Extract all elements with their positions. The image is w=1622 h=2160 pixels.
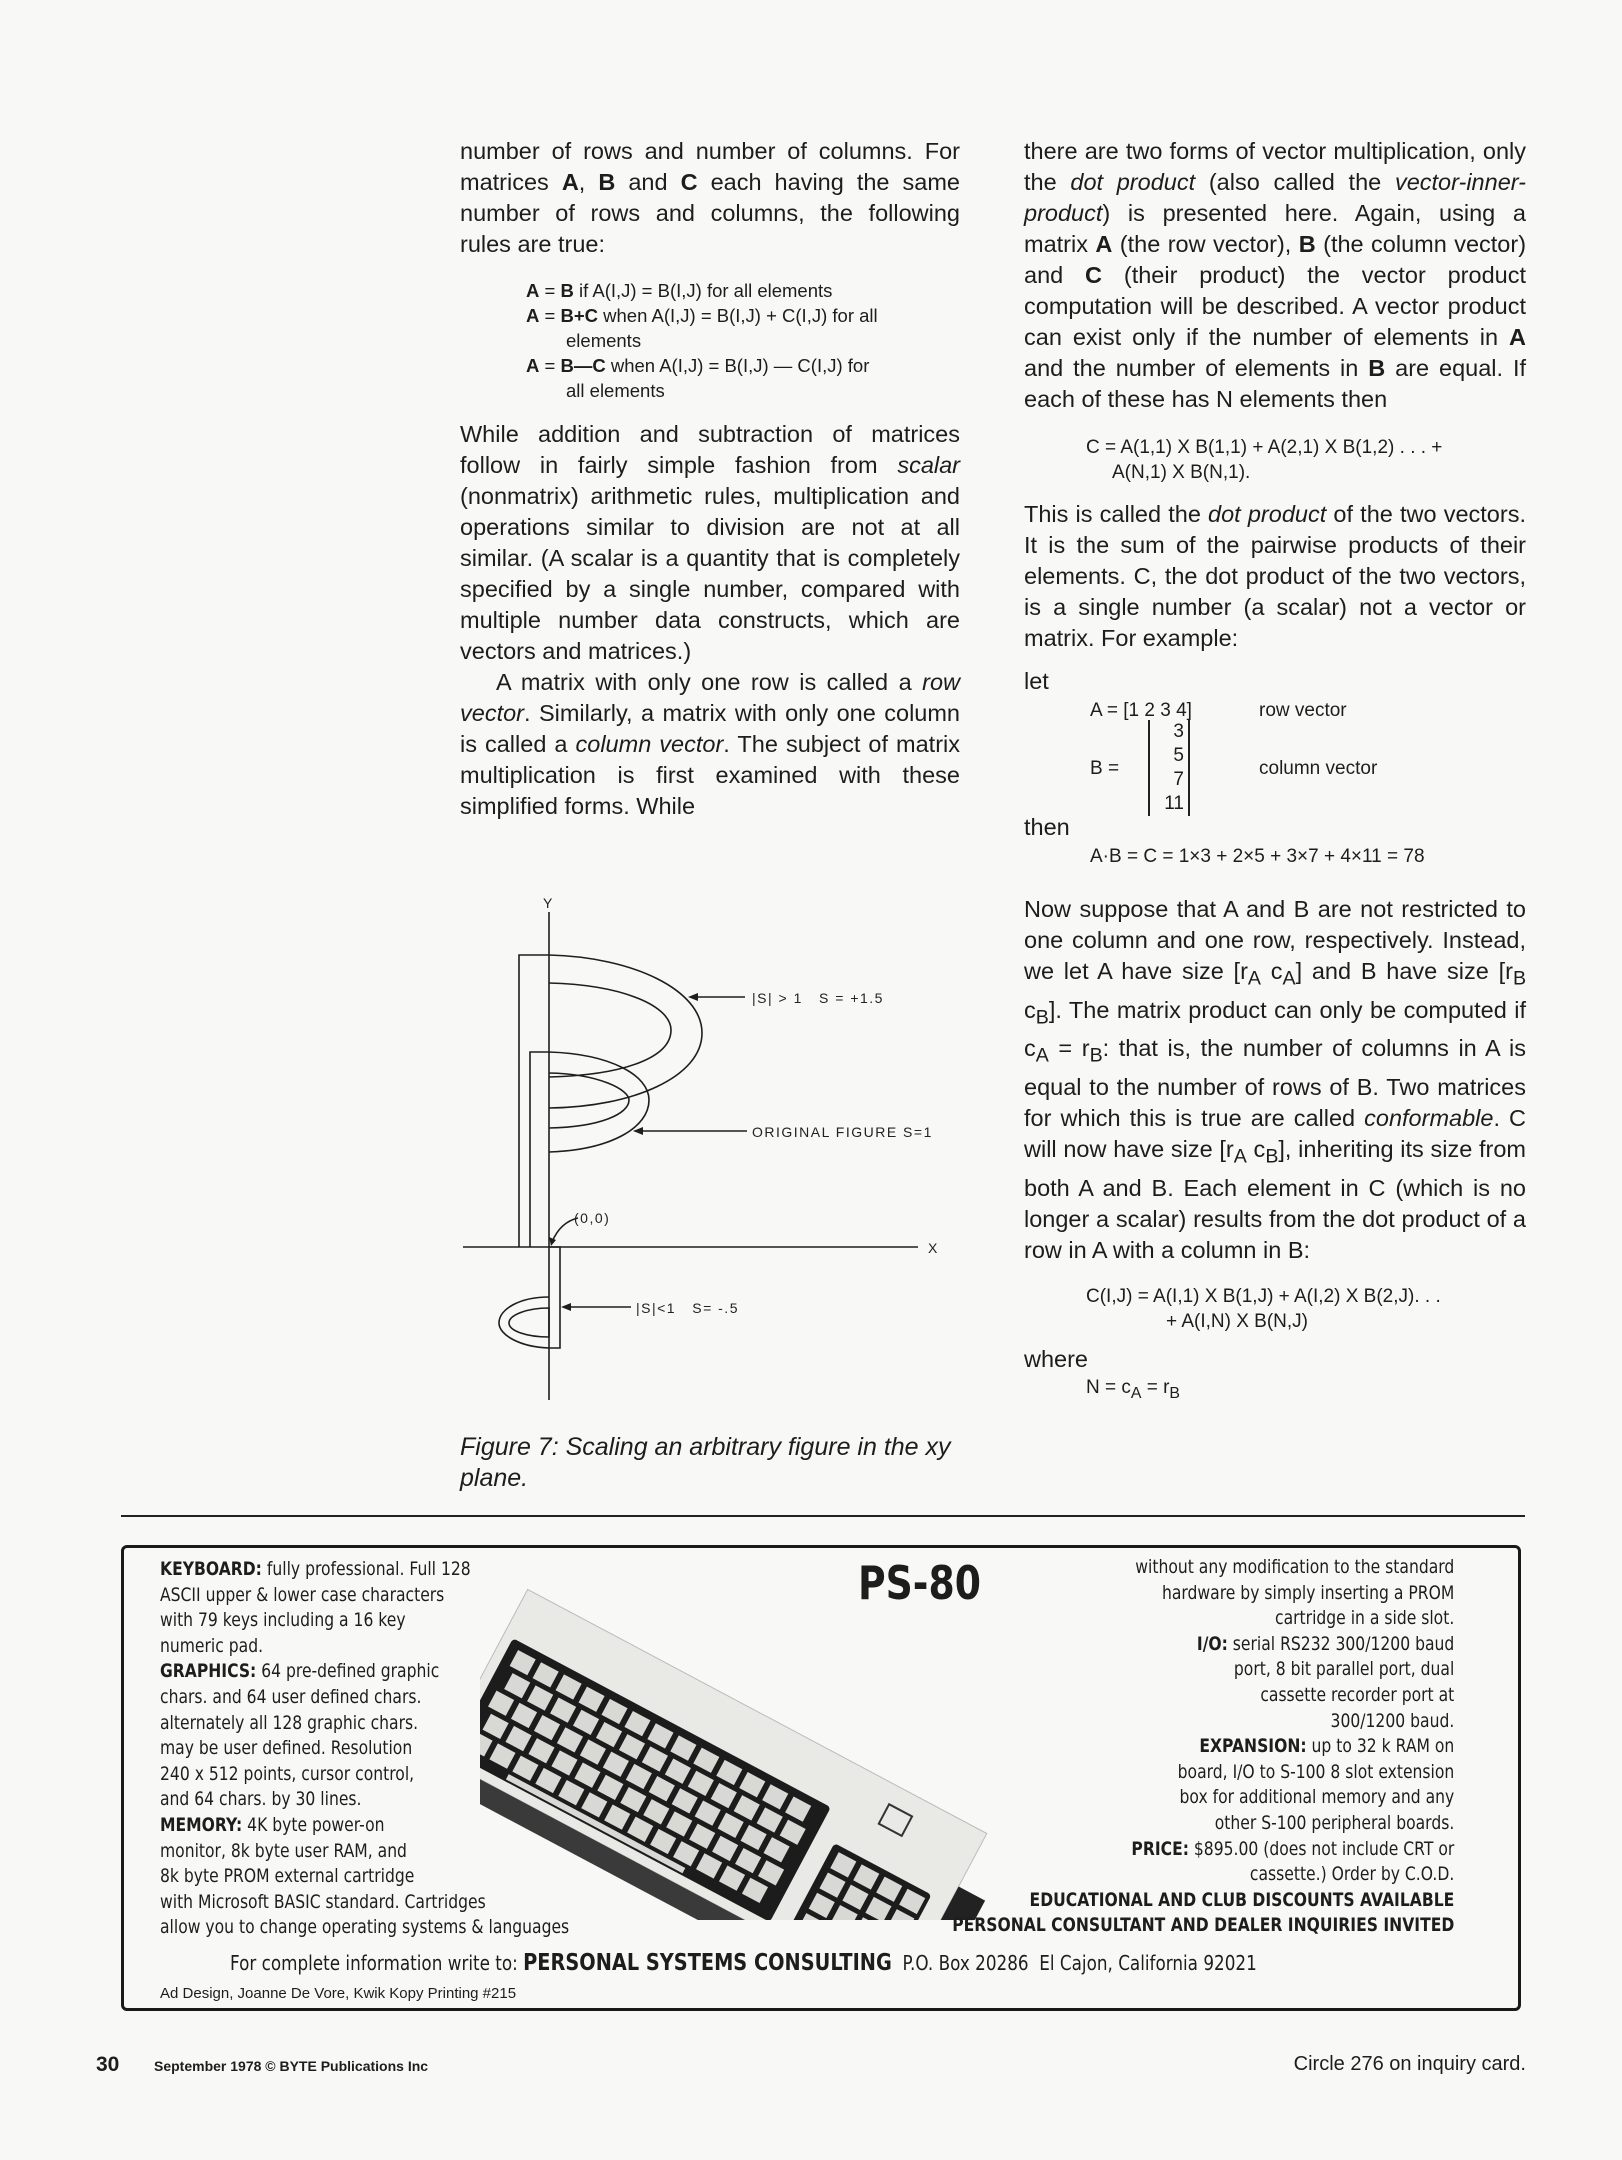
spec-heading: PERSONAL CONSULTANT AND DEALER INQUIRIES INVITED xyxy=(951,1914,1454,1937)
ad-line xyxy=(160,1890,569,1916)
spec-text: allow you to change operating systems & languages xyxy=(160,1916,570,1939)
text: ) is presented here. Again, using a matrix xyxy=(1024,200,1526,257)
spec-text: chars. and 64 user defined chars. xyxy=(160,1685,422,1708)
text: ]. The matrix product can only be computed if c xyxy=(1024,996,1526,1062)
ad-line xyxy=(160,1685,569,1711)
spec-heading: I/O: xyxy=(1196,1632,1228,1655)
text: where xyxy=(1024,1345,1089,1372)
spec-text: 8k byte PROM external cartridge xyxy=(160,1865,415,1888)
text: B xyxy=(1265,1145,1279,1168)
ad-line xyxy=(952,1913,1454,1939)
scaling-figure xyxy=(440,880,980,1420)
equation xyxy=(1086,435,1526,485)
large-figure-label: |S| > 1 S = +1.5 xyxy=(752,990,884,1006)
text: B xyxy=(1368,355,1386,381)
text: A matrix with only one row is called a xyxy=(496,669,923,695)
text: column vector xyxy=(1259,758,1378,779)
text: This is called the xyxy=(1024,501,1209,527)
text: B+C xyxy=(560,305,598,326)
text: B = xyxy=(1090,758,1120,779)
text: B xyxy=(1035,1006,1049,1029)
ad-line xyxy=(160,1736,569,1762)
arrowhead-icon xyxy=(561,1303,571,1311)
spec-text: fully professional. Full 128 xyxy=(261,1558,471,1580)
text: B xyxy=(1169,1384,1180,1402)
spec-text: box for additional memory and any xyxy=(1179,1786,1454,1809)
paragraph xyxy=(1024,499,1526,654)
text: and the number of elements in xyxy=(1024,355,1369,381)
paragraph xyxy=(1024,136,1526,415)
ad-line xyxy=(952,1811,1454,1837)
spec-text: and 64 chars. by 30 lines. xyxy=(160,1788,362,1811)
text: While addition and subtraction of matrices follow in fairly simple fashion from xyxy=(460,421,960,478)
spec-heading: EXPANSION: xyxy=(1199,1735,1307,1758)
ad-line xyxy=(952,1657,1454,1683)
text: = xyxy=(539,280,561,301)
text: Now suppose that A and B are not restricted to one column and one row, respectively. Instead, we let A have size [r xyxy=(1024,896,1526,984)
ad-line xyxy=(952,1888,1454,1914)
ad-line xyxy=(160,1634,569,1660)
text: row vector xyxy=(1259,700,1347,721)
spec-text: 4K byte power-on xyxy=(242,1813,385,1836)
text: and xyxy=(615,169,681,195)
y-axis-label: Y xyxy=(543,895,554,911)
paragraph xyxy=(460,419,960,667)
spec-heading: KEYBOARD: xyxy=(160,1558,262,1580)
spec-text: alternately all 128 graphic chars. xyxy=(160,1711,419,1734)
divider xyxy=(121,1515,1525,1517)
text: (also called the xyxy=(1195,169,1395,195)
text: For complete information write to: xyxy=(230,1951,524,1975)
text: A xyxy=(1095,231,1113,257)
text: . C will now have size [r xyxy=(1024,1105,1527,1163)
ad-line xyxy=(160,1915,569,1941)
figure-caption: Figure 7: Scaling an arbitrary figure in the xy plane. xyxy=(460,1433,951,1492)
ad-line xyxy=(952,1632,1454,1658)
text: each having the same number of rows and columns, the following rules are true: xyxy=(460,169,960,257)
text: A xyxy=(526,280,540,301)
spec-text: board, I/O to S-100 8 slot extension xyxy=(1177,1760,1454,1783)
ad-line xyxy=(952,1837,1454,1863)
text: B xyxy=(598,169,616,195)
text: (nonmatrix) arithmetic rules, multiplication and operations similar to division are not at all similar. (A scalar is a quantity that is completely specified by a single number, compared with multiple number data constructs, which are vectors and matrices.) xyxy=(460,483,960,664)
spec-text: without any modification to the standard xyxy=(1135,1556,1454,1578)
spec-text: cassette.) Order by C.O.D. xyxy=(1249,1863,1454,1886)
ad-line xyxy=(160,1762,569,1788)
text: column vector xyxy=(575,731,724,757)
text: ], inheriting its size from both A and B. Each element in C (which is no longer a scalar) results from the dot product of a row in A with a column in B: xyxy=(1024,1136,1526,1263)
text: (the row vector), xyxy=(1112,231,1299,257)
company-name: PERSONAL SYSTEMS CONSULTING xyxy=(523,1950,892,1976)
matrix-value: 3 xyxy=(1173,721,1184,742)
spec-text: ASCII upper & lower case characters xyxy=(160,1583,445,1606)
text: B—C xyxy=(560,355,606,376)
dot-product-equation: A·B = C = 1×3 + 2×5 + 3×7 + 4×11 = 78 xyxy=(1090,846,1425,867)
equation xyxy=(1086,1284,1526,1334)
text: all elements xyxy=(566,380,665,401)
where-label xyxy=(1024,1344,1526,1375)
ad-line xyxy=(160,1864,569,1890)
text: A xyxy=(1233,1145,1247,1168)
text: A xyxy=(1035,1045,1049,1068)
text: c xyxy=(1246,1136,1266,1163)
text: (their product) the vector product computation will be described. A vector product can exist only if the number of elements in xyxy=(1024,262,1526,350)
text: when A(I,J) = B(I,J) + C(I,J) for all xyxy=(598,305,878,326)
spec-heading: MEMORY: xyxy=(160,1813,243,1836)
ad-line xyxy=(160,1608,569,1634)
page-number: 30 xyxy=(96,2053,120,2076)
text: A xyxy=(1247,967,1261,990)
paragraph xyxy=(460,136,960,260)
spec-text: serial RS232 300/1200 baud xyxy=(1227,1632,1454,1655)
spec-text: port, 8 bit parallel port, dual xyxy=(1233,1658,1454,1681)
left-column xyxy=(460,136,960,822)
text: = xyxy=(539,305,561,326)
spec-text: 64 pre-defined graphic xyxy=(256,1660,440,1683)
product-title: PS-80 xyxy=(858,1556,981,1610)
small-figure-outline xyxy=(499,1247,560,1348)
text: vector-inner-product xyxy=(1024,169,1526,226)
text: A xyxy=(1509,324,1526,350)
text: C xyxy=(1085,262,1103,288)
text: scalar xyxy=(897,452,960,478)
text: then xyxy=(1024,814,1070,840)
ad-line xyxy=(160,1711,569,1737)
text: A xyxy=(1130,1384,1142,1402)
arrowhead-icon xyxy=(688,993,698,1001)
spec-heading: EDUCATIONAL AND CLUB DISCOUNTS AVAILABLE xyxy=(1029,1888,1454,1911)
text: B xyxy=(1512,967,1526,990)
text: . The subject of matrix multiplication is first examined with these simplified forms. While xyxy=(460,731,961,819)
text: A(N,1) X B(N,1). xyxy=(1112,462,1251,483)
ad-line xyxy=(952,1581,1454,1607)
text: = xyxy=(539,355,561,376)
text: + A(I,N) X B(N,J) xyxy=(1166,1310,1308,1332)
ad-line xyxy=(952,1683,1454,1709)
text: B xyxy=(560,280,574,301)
text: : that is, the number of columns in A is equal to the number of rows of B. Two matrices for which this is true are called xyxy=(1024,1035,1526,1132)
text: B xyxy=(1298,231,1316,257)
text: C(I,J) = A(I,1) X B(1,J) + A(I,2) X B(2,J). . . xyxy=(1086,1285,1441,1307)
text: let xyxy=(1024,668,1049,694)
spec-text: $895.00 (does not include CRT or xyxy=(1188,1837,1454,1860)
spec-text: 240 x 512 points, cursor control, xyxy=(160,1762,415,1785)
equation xyxy=(1086,1375,1526,1406)
text: (the column vector) and xyxy=(1024,231,1527,288)
text: c xyxy=(1024,996,1036,1023)
text: dot product xyxy=(1208,501,1327,527)
text: = r xyxy=(1141,1376,1170,1398)
row-vector-definition: A = [1 2 3 4] xyxy=(1090,700,1192,721)
spec-text: may be user defined. Resolution xyxy=(160,1737,413,1760)
ad-specs-left xyxy=(160,1557,569,1941)
text: . Similarly, a matrix with only one column is called a xyxy=(460,700,960,757)
ad-line xyxy=(160,1839,569,1865)
ad-line xyxy=(952,1785,1454,1811)
ad-credit: Ad Design, Joanne De Vore, Kwik Kopy Printing #215 xyxy=(160,1985,517,2002)
text: dot product xyxy=(1070,169,1196,195)
contact-line xyxy=(230,1950,1257,1976)
ad-specs-right xyxy=(952,1555,1454,1939)
paragraph xyxy=(460,667,960,822)
text: = r xyxy=(1048,1035,1090,1062)
rule xyxy=(526,280,832,301)
text: C xyxy=(680,169,698,195)
column-vector-matrix xyxy=(1148,720,1190,816)
text: A xyxy=(1282,967,1296,990)
address: P.O. Box 20286 El Cajon, California 92021 xyxy=(891,1951,1257,1975)
right-column xyxy=(1024,136,1526,1406)
text: of the two vectors. It is the sum of the pairwise products of their elements. C, the dot product of the two vectors, is a single number (a scalar) not a vector or matrix. For example: xyxy=(1024,501,1526,651)
text: C = A(1,1) X B(1,1) + A(2,1) X B(1,2) . . . + xyxy=(1086,437,1443,458)
ad-line xyxy=(160,1813,569,1839)
text: c xyxy=(1260,958,1283,984)
ad-line xyxy=(160,1659,569,1685)
small-figure-label: |S|<1 S= -.5 xyxy=(636,1300,739,1316)
spec-heading: PRICE: xyxy=(1131,1837,1189,1860)
rule xyxy=(526,355,960,403)
matrix-value: 7 xyxy=(1173,769,1184,790)
inquiry-note: Circle 276 on inquiry card. xyxy=(1293,2053,1526,2075)
original-figure-label: ORIGINAL FIGURE S=1 xyxy=(752,1124,933,1140)
ad-line xyxy=(952,1734,1454,1760)
ad-line xyxy=(952,1760,1454,1786)
spec-text: 300/1200 baud. xyxy=(1330,1709,1454,1732)
spec-text: cartridge in a side slot. xyxy=(1274,1607,1454,1630)
spec-text: other S-100 peripheral boards. xyxy=(1214,1811,1454,1834)
spec-text: numeric pad. xyxy=(160,1634,264,1657)
arrowhead-icon xyxy=(549,1237,556,1246)
text: when A(I,J) = B(I,J) — C(I,J) for xyxy=(605,355,870,376)
text: A xyxy=(561,169,579,195)
text: conformable xyxy=(1364,1105,1494,1132)
text: are equal. If each of these has N elements then xyxy=(1024,355,1527,412)
ad-line xyxy=(160,1583,569,1609)
text: elements xyxy=(566,330,642,351)
text: number of rows and number of columns. For matrices xyxy=(460,138,960,195)
ad-line xyxy=(952,1862,1454,1888)
origin-label: (0,0) xyxy=(574,1210,611,1226)
spec-text: up to 32 k RAM on xyxy=(1306,1735,1454,1758)
matrix-value: 5 xyxy=(1173,745,1184,766)
text: if A(I,J) = B(I,J) for all elements xyxy=(573,280,833,301)
ad-line xyxy=(952,1555,1454,1581)
text: N = c xyxy=(1086,1376,1131,1398)
matrix-rules xyxy=(526,278,960,403)
text: A xyxy=(526,305,540,326)
issue-line: September 1978 © BYTE Publications Inc xyxy=(154,2058,429,2074)
large-figure-outline xyxy=(519,955,702,1247)
text: there are two forms of vector multiplication, only the xyxy=(1024,138,1526,195)
spec-heading: GRAPHICS: xyxy=(160,1660,257,1683)
spec-text: with 79 keys including a 16 key xyxy=(160,1609,406,1632)
spec-text: hardware by simply inserting a PROM xyxy=(1161,1581,1454,1604)
x-axis-label: X xyxy=(928,1240,939,1256)
text: row vector xyxy=(460,669,960,726)
matrix-value: 11 xyxy=(1164,793,1184,814)
spec-text: with Microsoft BASIC standard. Cartridges xyxy=(160,1890,486,1913)
ad-line xyxy=(160,1557,569,1583)
text: B xyxy=(1089,1045,1103,1068)
ad-line xyxy=(952,1606,1454,1632)
text: ] and B have size [r xyxy=(1295,958,1513,984)
rule xyxy=(526,305,960,353)
ad-line xyxy=(160,1787,569,1813)
text: A xyxy=(526,355,540,376)
ad-line xyxy=(952,1709,1454,1735)
example-block xyxy=(1024,666,1526,876)
spec-text: cassette recorder port at xyxy=(1260,1683,1454,1706)
text: , xyxy=(578,169,599,195)
spec-text: monitor, 8k byte user RAM, and xyxy=(160,1839,407,1862)
paragraph xyxy=(1024,894,1526,1266)
